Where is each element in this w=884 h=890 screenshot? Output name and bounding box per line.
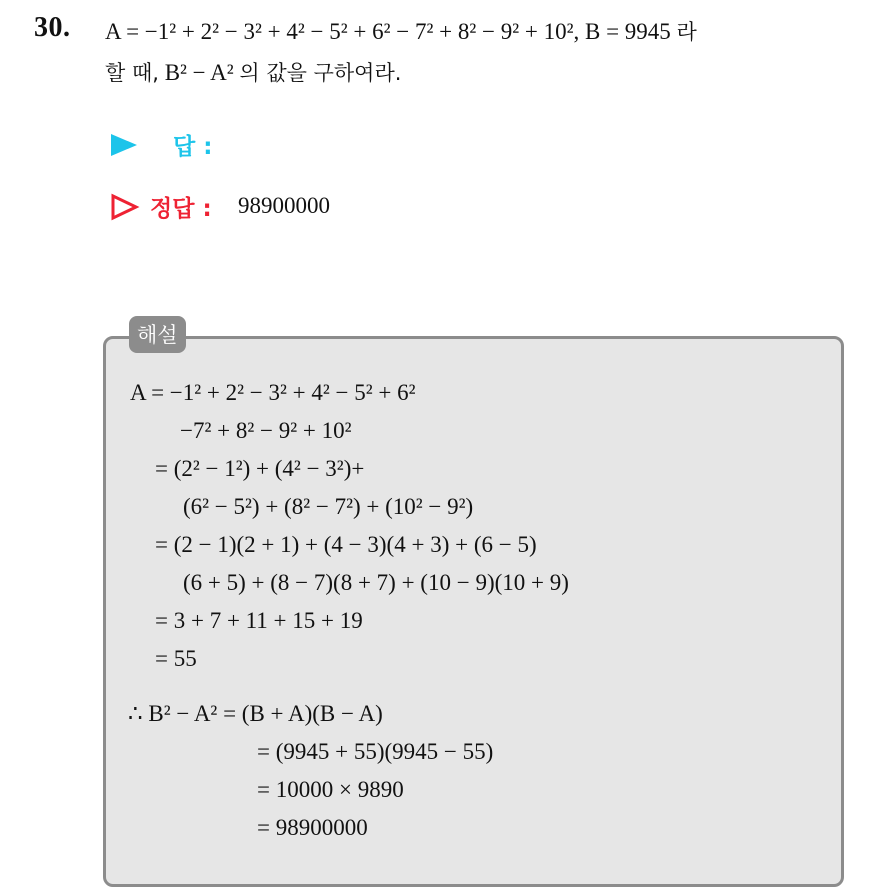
- solution-line: −7² + 8² − 9² + 10²: [180, 418, 352, 443]
- solution-line: = 10000 × 9890: [257, 777, 404, 802]
- solution-line: = (2 − 1)(2 + 1) + (4 − 3)(4 + 3) + (6 − 5): [155, 532, 537, 557]
- question-number: 30.: [34, 12, 71, 43]
- solution-line: = (2² − 1²) + (4² − 3²)+: [155, 456, 365, 481]
- solution-line: (6² − 5²) + (8² − 7²) + (10² − 9²): [183, 494, 474, 519]
- solution-line: = 3 + 7 + 11 + 15 + 19: [155, 608, 363, 633]
- solution-line: A = −1² + 2² − 3² + 4² − 5² + 6²: [130, 380, 416, 405]
- solution-line: = (9945 + 55)(9945 − 55): [257, 739, 494, 764]
- question-line1-suffix: 라: [676, 20, 697, 44]
- solution-tag: 해설: [129, 316, 186, 353]
- correct-answer-value: 98900000: [238, 193, 330, 218]
- answer-label: 답 :: [173, 134, 213, 160]
- outline-play-icon: [110, 193, 140, 221]
- question-expression: A = −1² + 2² − 3² + 4² − 5² + 6² − 7² + 8² − 9² + 10², B = 9945: [105, 19, 671, 44]
- question-line-2: [105, 57, 401, 87]
- correct-answer-label: 정답 :: [150, 196, 212, 222]
- solution-line: = 98900000: [257, 815, 368, 840]
- solution-line: (6 + 5) + (8 − 7)(8 + 7) + (10 − 9)(10 + 9): [183, 570, 569, 595]
- question-line2-suffix: 의 값을 구하여라.: [239, 61, 402, 85]
- solution-line: ∴ B² − A² = (B + A)(B − A): [128, 701, 383, 726]
- question-line2-expression: B² − A²: [164, 60, 234, 85]
- question-line2-prefix: 할 때,: [105, 61, 159, 85]
- question-line-1: [105, 16, 697, 46]
- play-icon: [111, 134, 137, 156]
- solution-line: = 55: [155, 646, 197, 671]
